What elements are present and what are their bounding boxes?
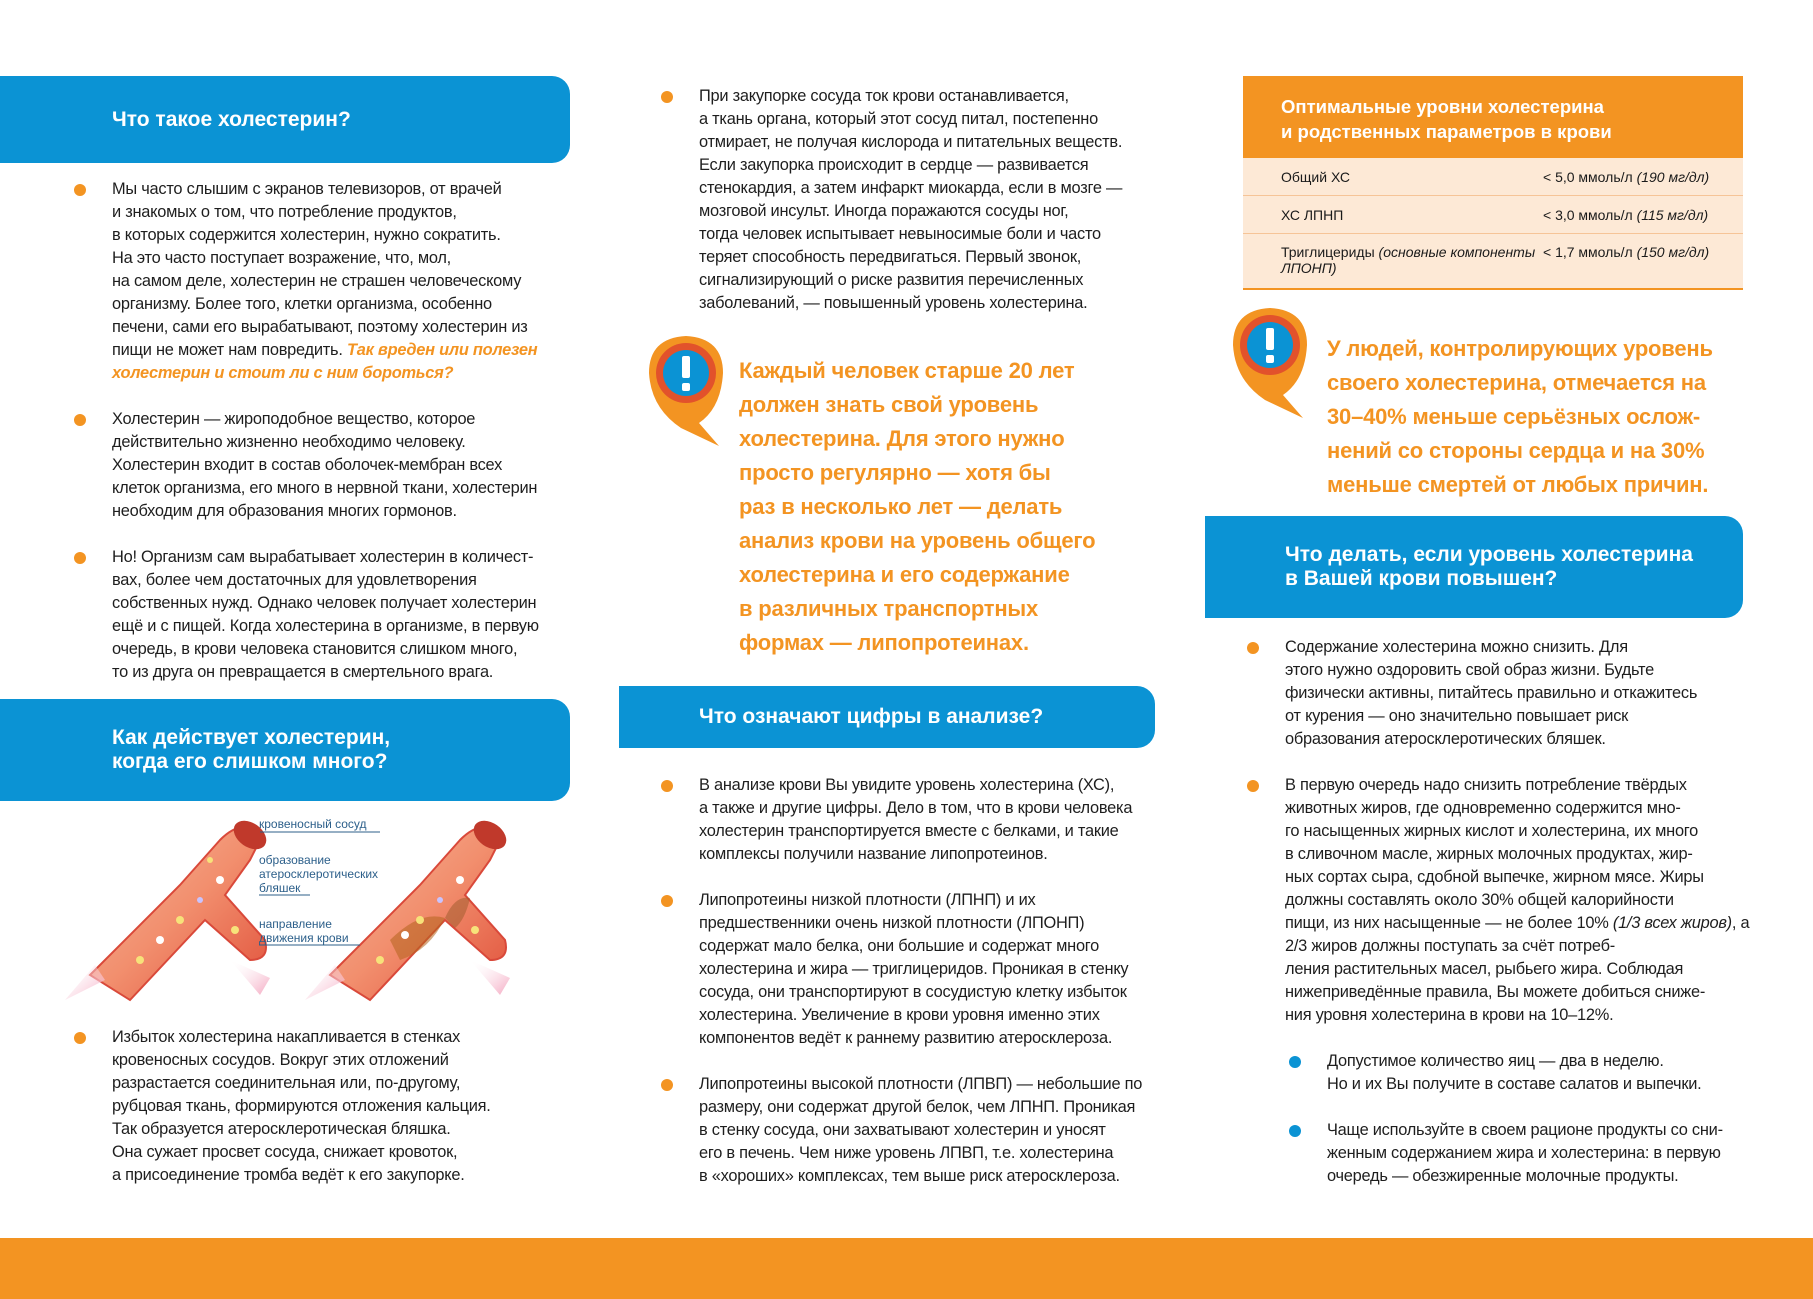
bullet-dot <box>661 780 673 792</box>
header-text: Как действует холестерин, когда его слишком много? <box>112 726 391 773</box>
paragraph-intro <box>112 178 582 385</box>
header-text: Что делать, если уровень холестерина в Вашей крови повышен? <box>1285 543 1693 590</box>
paragraph-definition <box>112 408 582 523</box>
label-plaque-line2: атеросклеротических <box>259 867 379 881</box>
paragraph-text <box>1285 774 1755 1027</box>
paragraph-blockage <box>699 85 1169 315</box>
paragraph-lowfat <box>1327 1119 1757 1188</box>
bullet-dot <box>74 184 86 196</box>
label-flow-line1: направление <box>259 917 332 931</box>
table-row <box>1243 234 1743 288</box>
bullet-dot <box>1289 1056 1301 1068</box>
row-label-text: Общий ХС <box>1281 168 1350 185</box>
fats-text-a: В первую очередь надо снизить потребление твёрдых животных жиров, где одновременно содержится мно- го насыщенных жирных кислот и холестерина, их много в сливочном масле, жирных молочных продуктах, жир- ных сортах сыра, сдобной выпечке, жирном мясе. Жиры должны составлять около 30% общей калорийности пищи, из них насыщенные — не более 10% <box>1285 776 1704 932</box>
middle-column <box>619 0 1159 1230</box>
vessel-illustration <box>60 800 560 1010</box>
row-value <box>1543 244 1709 260</box>
row-value <box>1543 207 1708 223</box>
flow-arrow-icon <box>230 960 270 995</box>
paragraph-eggs <box>1327 1050 1757 1096</box>
left-column <box>0 0 570 1230</box>
header-what-is-cholesterol <box>0 76 570 163</box>
exclamation-icon <box>1225 300 1315 420</box>
row-value-note: (190 мг/дл) <box>1636 168 1710 185</box>
paragraph-text: Содержание холестерина можно снизить. Для этого нужно оздоровить свой образ жизни. Будьте физически активны, питайтесь правильно и откажитесь от курения — оно значительно повышает риск образования атеросклеротических бляшек. <box>1285 638 1698 748</box>
row-value-note: (115 мг/дл) <box>1636 206 1709 223</box>
row-value-text: < 5,0 ммоль/л <box>1543 168 1633 185</box>
row-label <box>1281 244 1546 276</box>
paragraph-text: Липопротеины низкой плотности (ЛПНП) и их предшественники очень низкой плотности (ЛПОНП) содержат мало белка, они большие и содержат много холестерина и жира — триглицеридов. Проникая в стенку сосуда, они транспортируют в сосудистую клетку избыток холестерина. Увеличение в крови уровня именно этих компонентов ведёт к раннему развитию атеросклероза. <box>699 891 1129 1047</box>
row-value-note: (150 мг/дл) <box>1636 244 1710 260</box>
bullet-dot <box>1247 642 1259 654</box>
flow-arrow-icon <box>470 960 510 995</box>
optimal-levels-table <box>1243 76 1743 290</box>
paragraph-lifestyle <box>1285 636 1755 751</box>
header-how-cholesterol-acts <box>0 699 570 801</box>
exclamation-icon <box>641 328 731 448</box>
label-plaque-line3: бляшек <box>259 881 301 895</box>
table-row <box>1243 196 1743 234</box>
callout-control-benefit: У людей, контролирующих уровень своего холестерина, отмечается на 30–40% меньше серьёзных ослож- нений со стороны сердца и на 30% меньше смертей от любых причин. <box>1327 336 1713 497</box>
header-what-to-do <box>1205 516 1743 618</box>
fats-text-b: , а 2/3 жиров должны поступать за счёт потреб- ления растительных масел, рыбьего жира. Соблюдая нижеприведённые правила, Вы можете добиться сниже- ния уровня холестерина в крови на 10–12%. <box>1285 914 1750 1024</box>
paragraph-text: Чаще используйте в своем рационе продукты со сни- женным содержанием жира и холестерина: в первую очередь — обезжиренные молочные продукты. <box>1327 1121 1723 1185</box>
paragraph-text: Допустимое количество яиц — два в неделю. Но и их Вы получите в составе салатов и выпечки. <box>1327 1052 1702 1093</box>
bullet-dot <box>74 1032 86 1044</box>
row-value-text: < 3,0 ммоль/л <box>1543 206 1633 223</box>
paragraph-ldl <box>699 889 1169 1050</box>
row-value-text: < 1,7 ммоль/л <box>1543 244 1633 260</box>
header-text: Что означают цифры в анализе? <box>699 705 1044 728</box>
bullet-dot <box>661 895 673 907</box>
label-vessel: кровеносный сосуд <box>259 817 367 831</box>
paragraph-text: В анализе крови Вы увидите уровень холестерина (ХС), а также и другие цифры. Дело в том, что в крови человека холестерин транспортируется вместе с белками, и такие комплексы получили название липопротеинов. <box>699 776 1133 863</box>
paragraph-plaque <box>112 1026 582 1187</box>
paragraph-text: Но! Организм сам вырабатывает холестерин в количест- вах, более чем достаточных для удовлетворения собственных нужд. Однако человек получает холестерин ещё и с пищей. Когда холестерина в организме, в первую очередь, в крови человека становится слишком много, то из друга он превращается в смертельного врага. <box>112 548 539 681</box>
bullet-dot <box>661 91 673 103</box>
intro-text: Мы часто слышим с экранов телевизоров, от врачей и знакомых о том, что потребление продуктов, в которых содержится холестерин, нужно сократить. На это часто поступает возражение, что, мол, на самом деле, холестерин не страшен человеческому организму. Более того, клетки организма, особенно печени, сами его вырабатывают, поэтому холестерин из пищи не может нам повредить. <box>112 180 528 359</box>
bullet-dot <box>74 552 86 564</box>
paragraph-hdl <box>699 1073 1169 1188</box>
paragraph-excess <box>112 546 582 684</box>
paragraph-text: Холестерин — жироподобное вещество, которое действительно жизненно необходимо человеку. Холестерин входит в состав оболочек-мембран всех клеток организма, его много в нервной ткани, холестерин необходим для образования многих гормонов. <box>112 410 538 520</box>
bullet-dot <box>74 414 86 426</box>
fats-note: (1/3 всех жиров) <box>1612 914 1732 932</box>
label-flow-line2: движения крови <box>259 931 349 945</box>
row-value <box>1543 169 1709 185</box>
bullet-dot <box>1247 780 1259 792</box>
paragraph-test-intro <box>699 774 1169 866</box>
row-label-text: Триглицериды <box>1281 244 1375 260</box>
paragraph-fats <box>1285 774 1755 1027</box>
table-title: Оптимальные уровни холестерина и родственных параметров в крови <box>1243 76 1743 158</box>
intro-highlight: Так вреден или полезен холестерин и стоит ли с ним бороться? <box>112 341 538 382</box>
header-test-numbers <box>619 686 1155 748</box>
row-label <box>1281 169 1546 185</box>
paragraph-text <box>112 178 582 385</box>
header-text: Что такое холестерин? <box>112 107 351 131</box>
row-label <box>1281 207 1546 223</box>
callout-check-level: Каждый человек старше 20 лет должен знать свой уровень холестерина. Для этого нужно просто регулярно — хотя бы раз в несколько лет — делать анализ крови на уровень общего холестерина и его содержание в различных транспортных формах — липопротеинах. <box>739 358 1096 655</box>
paragraph-text: Избыток холестерина накапливается в стенках кровеносных сосудов. Вокруг этих отложений разрастается соединительная или, по-другому, рубцовая ткань, формируются отложения кальция. Так образуется атеросклеротическая бляшка. Она сужает просвет сосуда, снижает кровоток, а присоединение тромба ведёт к его закупорке. <box>112 1028 491 1184</box>
bullet-dot <box>661 1079 673 1091</box>
right-column <box>1205 0 1750 1230</box>
bullet-dot <box>1289 1125 1301 1137</box>
paragraph-text: Липопротеины высокой плотности (ЛПВП) — небольшие по размеру, они содержат другой белок, чем ЛПНП. Проникая в стенку сосуда, они захватывают холестерин и уносят его в печень. Чем ниже уровень ЛПВП, т.е. холестерина в «хороших» комплексах, тем выше риск атеросклероза. <box>699 1075 1143 1185</box>
paragraph-text: При закупорке сосуда ток крови останавливается, а ткань органа, который этот сосуд питал, постепенно отмирает, не получая кислорода и питательных веществ. Если закупорка происходит в сердце — развивается стенокардия, а затем инфаркт миокарда, если в мозге — мозговой инсульт. Иногда поражаются сосуды ног, тогда человек испытывает невыносимые боли и часто теряет способность передвигаться. Первый звонок, сигнализирующий о риске развития перечисленных заболеваний, — повышенный уровень холестерина. <box>699 87 1123 312</box>
label-plaque-line1: образование <box>259 853 331 867</box>
table-row <box>1243 158 1743 196</box>
row-label-note: (основные компоненты ЛПОНП) <box>1281 244 1536 276</box>
row-label-text: ХС ЛПНП <box>1281 206 1344 223</box>
bottom-bar <box>0 1238 1813 1299</box>
